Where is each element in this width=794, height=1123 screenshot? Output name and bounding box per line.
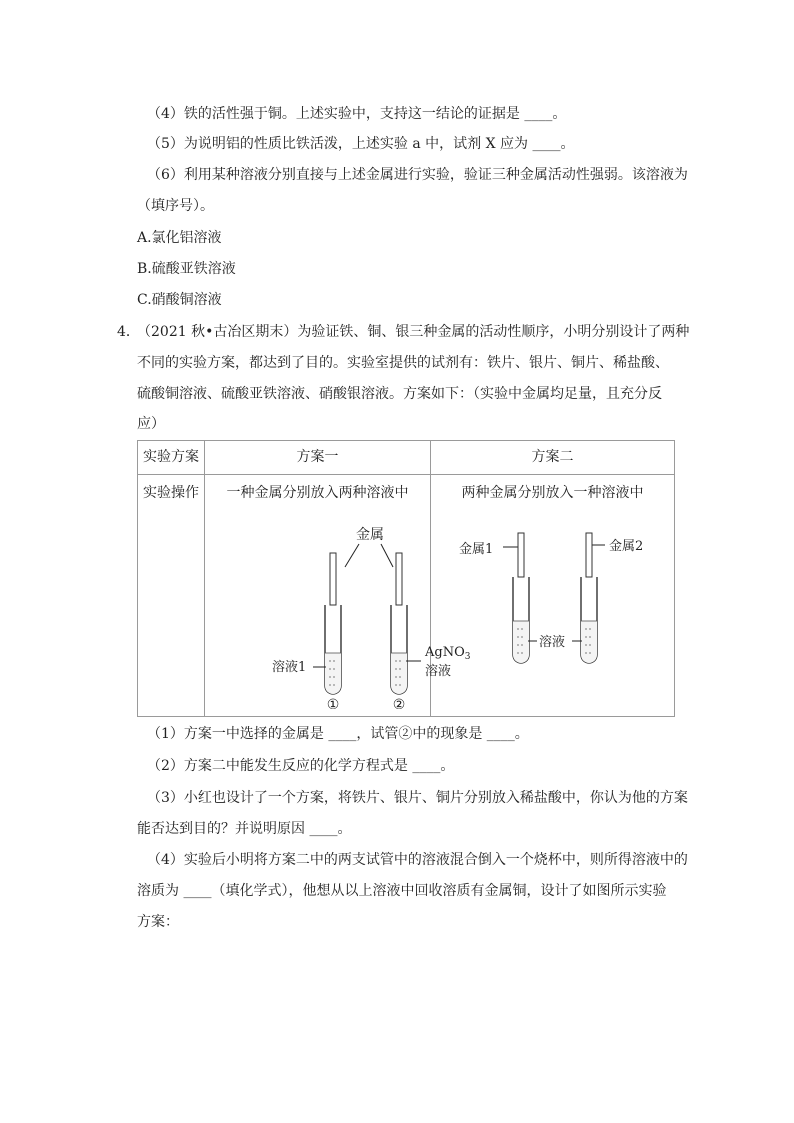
option-c: C.硝酸铜溶液	[137, 292, 222, 308]
metal-label: 金属	[356, 527, 384, 543]
q4-part-3-line2: 能否达到目的？并说明原因 ____。	[137, 821, 352, 837]
question-4-stem-line1: （2021 秋•古冶区期末）为验证铁、铜、银三种金属的活动性顺序，小明分别设计了两种	[137, 324, 690, 340]
table-row-label: 实验操作	[138, 475, 205, 717]
q4-part-4-line1: （4）实验后小明将方案二中的两支试管中的溶液混合倒入一个烧杯中，则所得溶液中的	[147, 852, 688, 868]
option-b: B.硫酸亚铁溶液	[137, 261, 236, 277]
solution1-label: 溶液1	[272, 660, 307, 675]
solution-label: 溶液	[539, 635, 566, 650]
q4-part-1: （1）方案一中选择的金属是 ____，试管②中的现象是 ____。	[147, 726, 529, 742]
q4-part-3-line1: （3）小红也设计了一个方案，将铁片、银片、铜片分别放入稀盐酸中，你认为他的方案	[147, 790, 688, 806]
table-header-plan: 实验方案	[138, 441, 205, 475]
q4-part-2: （2）方案二中能发生反应的化学方程式是 ____。	[147, 758, 455, 774]
agno3-solution-label: 溶液	[425, 664, 452, 679]
question-4-number: 4．	[117, 324, 140, 340]
metal2-label: 金属2	[609, 539, 644, 554]
tube2-number: ②	[392, 697, 406, 709]
option-a: A.氯化铝溶液	[137, 230, 222, 246]
q3-part-6-line1: （6）利用某种溶液分别直接与上述金属进行实验，验证三种金属活动性强弱。该溶液为	[147, 167, 688, 183]
metal1-label: 金属1	[459, 542, 494, 557]
q4-part-4-line2: 溶质为 ____（填化学式），他想从以上溶液中回收溶质有金属铜，设计了如图所示实验	[137, 883, 667, 899]
metal-pointer-1	[345, 544, 359, 567]
question-4-stem-line3: 硫酸铜溶液、硫酸亚铁溶液、硝酸银溶液。方案如下：（实验中金属均足量，且充分反	[137, 386, 662, 402]
tube1-number: ①	[326, 697, 340, 709]
agno3-label: AgNO$_3$	[425, 645, 471, 662]
metal1-strip	[518, 533, 524, 577]
test-tube-metal2	[581, 533, 597, 663]
table-header-plan2: 方案二	[431, 441, 675, 475]
q3-part-5: （5）为说明铝的性质比铁活泼，上述实验 a 中，试剂 X 应为 ____。	[147, 136, 575, 152]
plan1-caption: 一种金属分别放入两种溶液中	[226, 485, 409, 501]
q3-part-4: （4）铁的活性强于铜。上述实验中，支持这一结论的证据是 ____。	[147, 106, 567, 122]
plan2-caption: 两种金属分别放入一种溶液中	[461, 485, 644, 501]
metal2-strip	[586, 533, 592, 577]
q4-part-4-line3: 方案：	[137, 914, 179, 930]
metal-strip-2	[396, 553, 402, 605]
experiment-table	[137, 440, 675, 717]
metal-strip-1	[330, 553, 336, 605]
test-tube-2	[391, 553, 407, 694]
question-4-stem-line2: 不同的实验方案，都达到了目的。实验室提供的试剂有：铁片、银片、铜片、稀盐酸、	[137, 355, 669, 371]
table-header-plan1: 方案一	[205, 441, 431, 475]
metal-pointer-2	[381, 544, 393, 567]
test-tube-1	[325, 553, 341, 694]
plan2-cell	[431, 475, 675, 717]
question-4-stem-line4: 应）	[137, 416, 165, 432]
plan2-diagram	[431, 503, 675, 709]
q3-part-6-line2: （填序号）。	[137, 198, 214, 214]
plan1-cell	[205, 475, 471, 717]
test-tube-metal1	[513, 533, 529, 663]
